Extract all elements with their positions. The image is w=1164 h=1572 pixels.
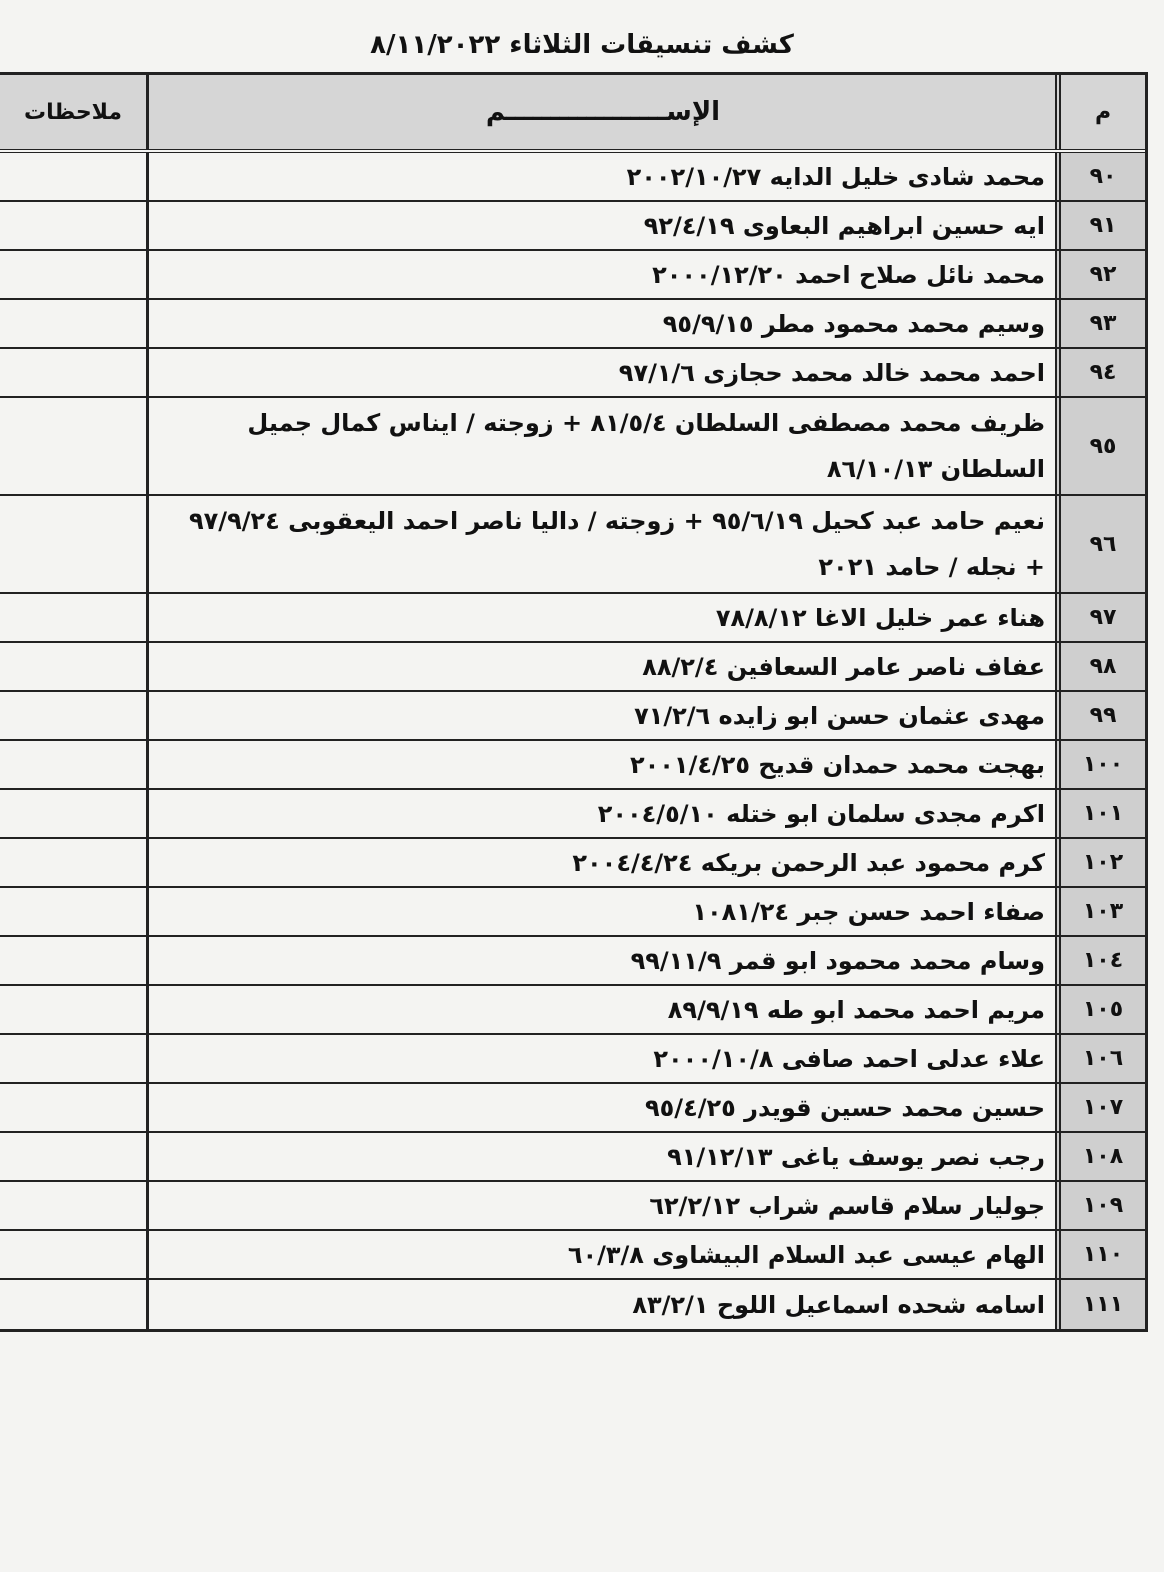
header-name: الإســــــــــــــــــم <box>146 75 1055 149</box>
names-table <box>0 72 1148 1332</box>
table-row <box>0 349 1145 398</box>
row-number: ١٠٣ <box>1055 888 1145 935</box>
row-name: مريم احمد محمد ابو طه ٨٩/٩/١٩ <box>146 986 1055 1033</box>
table-row <box>0 594 1145 643</box>
row-number: ١٠٠ <box>1055 741 1145 788</box>
table-row <box>0 1133 1145 1182</box>
table-row <box>0 496 1145 594</box>
row-name: رجب نصر يوسف ياغى ٩١/١٢/١٣ <box>146 1133 1055 1180</box>
row-notes <box>0 1231 146 1278</box>
row-notes <box>0 1035 146 1082</box>
row-number: ١٠٢ <box>1055 839 1145 886</box>
table-row <box>0 1231 1145 1280</box>
row-notes <box>0 1084 146 1131</box>
table-row <box>0 202 1145 251</box>
header-notes: ملاحظات <box>0 75 146 149</box>
row-name: وسام محمد محمود ابو قمر ٩٩/١١/٩ <box>146 937 1055 984</box>
row-notes <box>0 790 146 837</box>
table-row <box>0 839 1145 888</box>
row-number: ١٠٧ <box>1055 1084 1145 1131</box>
row-notes <box>0 300 146 347</box>
table-row <box>0 251 1145 300</box>
table-row <box>0 300 1145 349</box>
row-number: ٩٠ <box>1055 153 1145 200</box>
row-notes <box>0 1182 146 1229</box>
row-number: ١٠٩ <box>1055 1182 1145 1229</box>
row-notes <box>0 741 146 788</box>
table-row <box>0 937 1145 986</box>
row-notes <box>0 202 146 249</box>
row-name: مهدى عثمان حسن ابو زايده ٧١/٢/٦ <box>146 692 1055 739</box>
row-notes <box>0 1133 146 1180</box>
row-notes <box>0 692 146 739</box>
row-name: بهجت محمد حمدان قديح ٢٠٠١/٤/٢٥ <box>146 741 1055 788</box>
table-row <box>0 888 1145 937</box>
table-row <box>0 398 1145 496</box>
row-name: وسيم محمد محمود مطر ٩٥/٩/١٥ <box>146 300 1055 347</box>
row-notes <box>0 643 146 690</box>
table-row <box>0 692 1145 741</box>
row-name: جوليار سلام قاسم شراب ٦٢/٢/١٢ <box>146 1182 1055 1229</box>
row-number: ٩٩ <box>1055 692 1145 739</box>
row-number: ١٠٦ <box>1055 1035 1145 1082</box>
table-row <box>0 1182 1145 1231</box>
row-number: ٩٥ <box>1055 398 1145 494</box>
row-number: ٩٢ <box>1055 251 1145 298</box>
row-notes <box>0 594 146 641</box>
row-name: محمد نائل صلاح احمد ٢٠٠٠/١٢/٢٠ <box>146 251 1055 298</box>
row-notes <box>0 251 146 298</box>
table-row <box>0 741 1145 790</box>
row-number: ١٠٨ <box>1055 1133 1145 1180</box>
row-name: كرم محمود عبد الرحمن بريكه ٢٠٠٤/٤/٢٤ <box>146 839 1055 886</box>
row-name: اسامه شحده اسماعيل اللوح ٨٣/٢/١ <box>146 1280 1055 1329</box>
row-notes <box>0 937 146 984</box>
row-notes <box>0 839 146 886</box>
header-number: م <box>1055 75 1145 149</box>
row-number: ١١١ <box>1055 1280 1145 1329</box>
row-notes <box>0 153 146 200</box>
table-row <box>0 1084 1145 1133</box>
row-number: ٩١ <box>1055 202 1145 249</box>
row-number: ٩٨ <box>1055 643 1145 690</box>
row-number: ١٠٤ <box>1055 937 1145 984</box>
row-number: ٩٧ <box>1055 594 1145 641</box>
row-notes <box>0 349 146 396</box>
table-row <box>0 986 1145 1035</box>
row-name: هناء عمر خليل الاغا ٧٨/٨/١٢ <box>146 594 1055 641</box>
page-title: كشف تنسيقات الثلاثاء ٨/١١/٢٠٢٢ <box>370 30 794 60</box>
row-name: حسين محمد حسين قويدر ٩٥/٤/٢٥ <box>146 1084 1055 1131</box>
row-number: ٩٣ <box>1055 300 1145 347</box>
table-header-row <box>0 75 1145 153</box>
row-number: ١١٠ <box>1055 1231 1145 1278</box>
row-name: ظريف محمد مصطفى السلطان ٨١/٥/٤ + زوجته / ايناس كمال جميل السلطان ٨٦/١٠/١٣ <box>146 398 1055 494</box>
row-name: علاء عدلى احمد صافى ٢٠٠٠/١٠/٨ <box>146 1035 1055 1082</box>
table-row <box>0 643 1145 692</box>
table-row <box>0 1280 1145 1329</box>
row-notes <box>0 398 146 494</box>
row-notes <box>0 888 146 935</box>
table-row <box>0 153 1145 202</box>
row-number: ٩٦ <box>1055 496 1145 592</box>
row-name: ايه حسين ابراهيم البعاوى ٩٢/٤/١٩ <box>146 202 1055 249</box>
table-row <box>0 790 1145 839</box>
row-notes <box>0 1280 146 1329</box>
row-name: صفاء احمد حسن جبر ١٠٨١/٢٤ <box>146 888 1055 935</box>
row-notes <box>0 496 146 592</box>
row-number: ١٠٥ <box>1055 986 1145 1033</box>
row-name: اكرم مجدى سلمان ابو ختله ٢٠٠٤/٥/١٠ <box>146 790 1055 837</box>
table-row <box>0 1035 1145 1084</box>
row-number: ١٠١ <box>1055 790 1145 837</box>
row-notes <box>0 986 146 1033</box>
row-name: نعيم حامد عبد كحيل ٩٥/٦/١٩ + زوجته / داليا ناصر احمد اليعقوبى ٩٧/٩/٢٤ + نجله / حامد ٢٠٢١ <box>146 496 1055 592</box>
row-number: ٩٤ <box>1055 349 1145 396</box>
row-name: محمد شادى خليل الدايه ٢٠٠٢/١٠/٢٧ <box>146 153 1055 200</box>
row-name: عفاف ناصر عامر السعافين ٨٨/٢/٤ <box>146 643 1055 690</box>
row-name: احمد محمد خالد محمد حجازى ٩٧/١/٦ <box>146 349 1055 396</box>
row-name: الهام عيسى عبد السلام البيشاوى ٦٠/٣/٨ <box>146 1231 1055 1278</box>
